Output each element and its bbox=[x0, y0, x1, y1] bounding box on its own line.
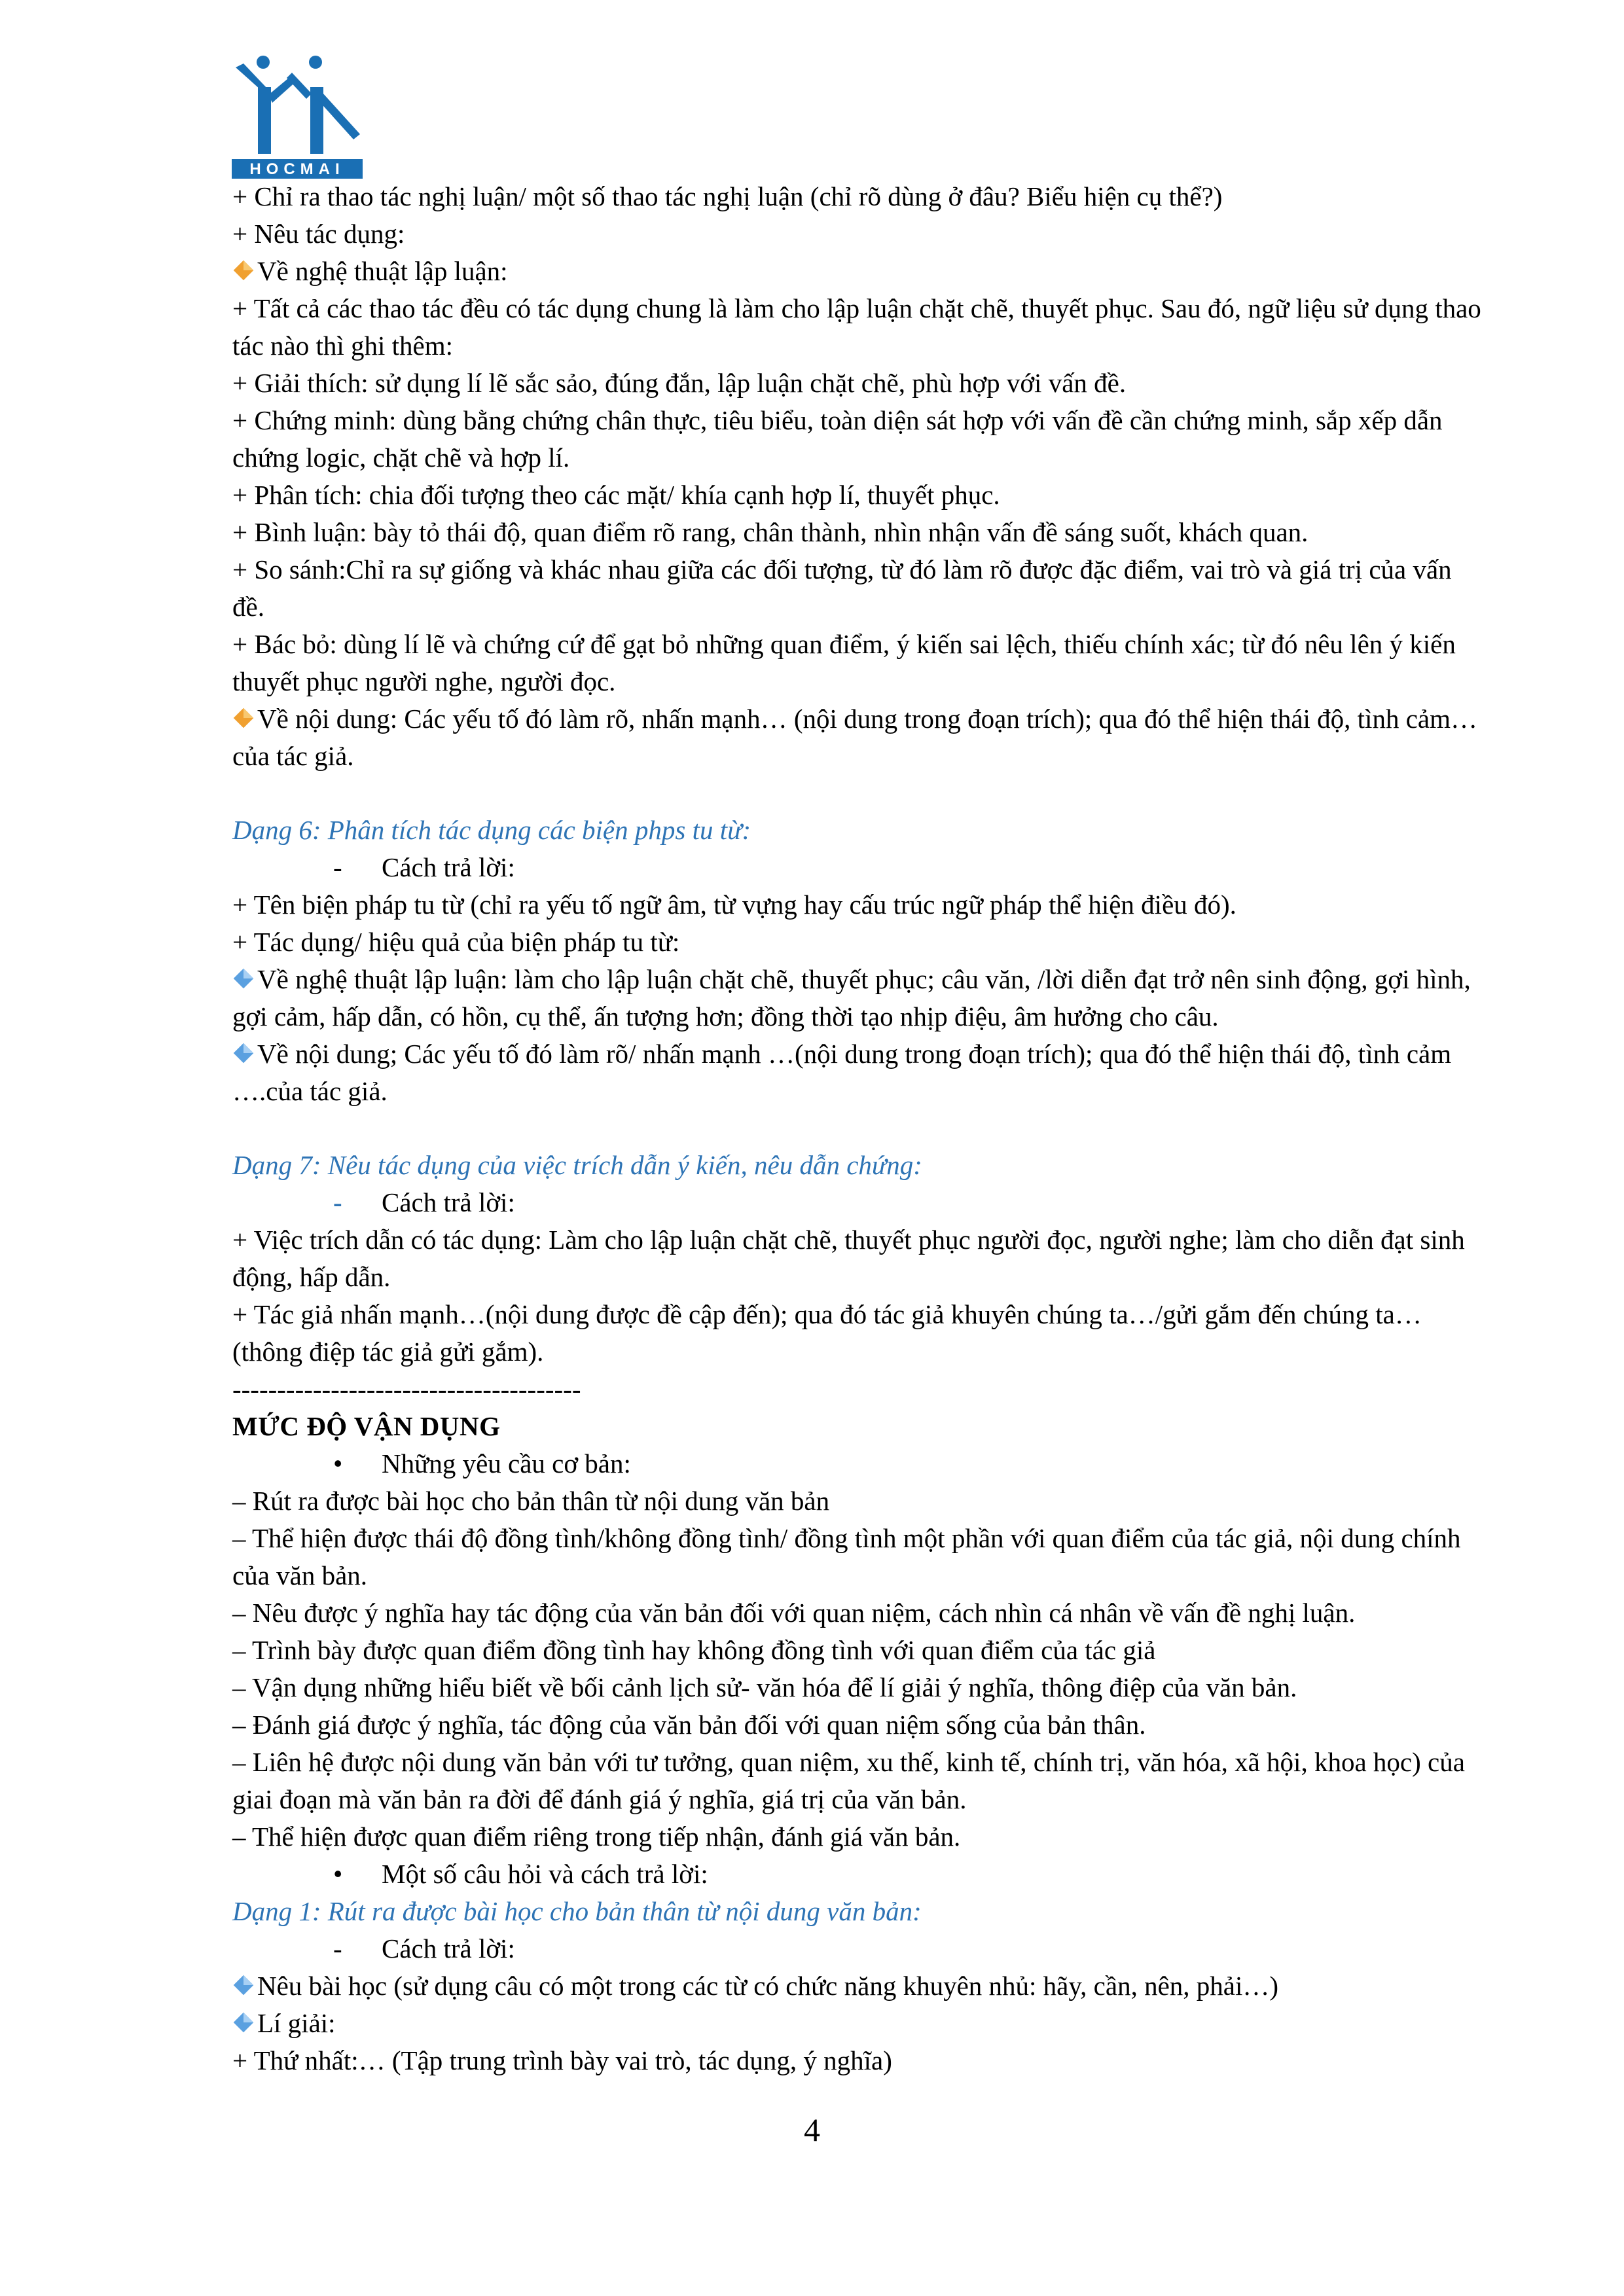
text-line: Về nghệ thuật lập luận: làm cho lập luận chặt chẽ, thuyết phục; câu văn, /lời diễn đạt trở nên sinh động, gợi hình, gợi cảm, hấp dẫn, có hồn, cụ thể, ấn tượng hơn; đồng thời tạo nhịp điệu, âm hưởng cho câu. bbox=[232, 964, 1471, 1031]
content bbox=[232, 178, 1489, 2079]
bullet-icon: • bbox=[333, 1859, 343, 1889]
text-line: + Tên biện pháp tu từ (chỉ ra yếu tố ngữ âm, từ vựng hay cấu trúc ngữ pháp thể hiện điều đó). bbox=[232, 889, 1236, 920]
text-line: + Bình luận: bày tỏ thái độ, quan điểm rõ rang, chân thành, nhìn nhận vấn đề sáng suốt, khách quan. bbox=[232, 517, 1308, 547]
section-heading-6: Dạng 6: Phân tích tác dụng các biện phps tu từ: bbox=[232, 815, 751, 845]
text-line: Về nghệ thuật lập luận: bbox=[232, 253, 1489, 290]
answer-label: - Cách trả lời: bbox=[232, 1930, 1489, 1967]
page-number: 4 bbox=[804, 2111, 820, 2148]
text-line: Về nội dung: Các yếu tố đó làm rõ, nhấn mạnh… (nội dung trong đoạn trích); qua đó thể hiện thái độ, tình cảm…của tác giả. bbox=[232, 704, 1477, 771]
logo-text: HOCMAI bbox=[249, 160, 345, 178]
text-line: + Chứng minh: dùng bằng chứng chân thực, tiêu biểu, toàn diện sát hợp với vấn đề cần chứng minh, sắp xếp dẫn chứng logic, chặt chẽ và hợp lí. bbox=[232, 405, 1443, 473]
text-line: + Tác dụng/ hiệu quả của biện pháp tu từ: bbox=[232, 927, 680, 957]
bullet-item: • Những yêu cầu cơ bản: bbox=[232, 1445, 1489, 1482]
text-line: + So sánh:Chỉ ra sự giống và khác nhau giữa các đối tượng, từ đó làm rõ được đặc điểm, vai trò và giá trị của vấn đề. bbox=[232, 554, 1452, 622]
text-line: + Bác bỏ: dùng lí lẽ và chứng cứ để gạt bỏ những quan điểm, ý kiến sai lệch, thiếu chính xác; từ đó nêu lên ý kiến thuyết phục người nghe, người đọc. bbox=[232, 629, 1456, 696]
dash-marker: - bbox=[333, 1187, 342, 1217]
dash-marker: - bbox=[333, 1933, 342, 1964]
text-line: – Liên hệ được nội dung văn bản với tư tưởng, quan niệm, xu thế, kinh tế, chính trị, văn hóa, xã hội, khoa học) của giai đoạn mà văn bản ra đời để đánh giá ý nghĩa, giá trị của văn bản. bbox=[232, 1747, 1465, 1814]
text-line: – Thể hiện được thái độ đồng tình/không đồng tình/ đồng tình một phần với quan điểm của tác giả, nội dung chính của văn bản. bbox=[232, 1523, 1461, 1590]
blue-diamond-icon bbox=[232, 2011, 255, 2034]
hocmai-logo bbox=[229, 56, 367, 180]
blue-diamond-icon bbox=[232, 1974, 255, 1996]
text-line: – Trình bày được quan điểm đồng tình hay không đồng tình với quan điểm của tác giả bbox=[232, 1635, 1156, 1665]
text-line: – Nêu được ý nghĩa hay tác động của văn bản đối với quan niệm, cách nhìn cá nhân về vấn đề nghị luận. bbox=[232, 1598, 1356, 1628]
text-line: – Đánh giá được ý nghĩa, tác động của văn bản đối với quan niệm sống của bản thân. bbox=[232, 1710, 1146, 1740]
text-line: – Rút ra được bài học cho bản thân từ nội dung văn bản bbox=[232, 1486, 830, 1516]
text-line: + Thứ nhất:… (Tập trung trình bày vai trò, tác dụng, ý nghĩa) bbox=[232, 2045, 892, 2075]
text-line: Lí giải: bbox=[232, 2005, 1489, 2042]
dash-marker: - bbox=[333, 852, 342, 882]
text-line: + Việc trích dẫn có tác dụng: Làm cho lập luận chặt chẽ, thuyết phục người đọc, người nghe; làm cho diễn đạt sinh động, hấp dẫn. bbox=[232, 1225, 1465, 1292]
answer-label: - Cách trả lời: bbox=[232, 1184, 1489, 1221]
separator: --------------------------------------- bbox=[232, 1374, 581, 1404]
blue-diamond-icon bbox=[232, 967, 255, 990]
text-line: – Vận dụng những hiểu biết về bối cảnh lịch sử- văn hóa để lí giải ý nghĩa, thông điệp của văn bản. bbox=[232, 1672, 1297, 1702]
orange-diamond-icon bbox=[232, 259, 255, 281]
blue-diamond-icon bbox=[232, 1042, 255, 1064]
orange-diamond-icon bbox=[232, 707, 255, 729]
text-line: Về nội dung; Các yếu tố đó làm rõ/ nhấn mạnh …(nội dung trong đoạn trích); qua đó thể hiện thái độ, tình cảm ….của tác giả. bbox=[232, 1039, 1452, 1106]
text-line: + Giải thích: sử dụng lí lẽ sắc sảo, đúng đắn, lập luận chặt chẽ, phù hợp với vấn đề. bbox=[232, 368, 1127, 398]
section-heading-7: Dạng 7: Nêu tác dụng của việc trích dẫn ý kiến, nêu dẫn chứng: bbox=[232, 1150, 922, 1180]
text-line: + Tác giả nhấn mạnh…(nội dung được đề cập đến); qua đó tác giả khuyên chúng ta…/gửi gắm đến chúng ta…(thông điệp tác giả gửi gắm). bbox=[232, 1299, 1422, 1367]
text-line: Nêu bài học (sử dụng câu có một trong các từ có chức năng khuyên nhủ: hãy, cần, nên, phải…) bbox=[232, 1967, 1489, 2005]
text-line: + Tất cả các thao tác đều có tác dụng chung là làm cho lập luận chặt chẽ, thuyết phục. Sau đó, ngữ liệu sử dụng thao tác nào thì ghi thêm: bbox=[232, 293, 1481, 361]
section-title: MỨC ĐỘ VẬN DỤNG bbox=[232, 1411, 501, 1441]
text-line: + Phân tích: chia đối tượng theo các mặt/ khía cạnh hợp lí, thuyết phục. bbox=[232, 480, 1000, 510]
text-line: – Thể hiện được quan điểm riêng trong tiếp nhận, đánh giá văn bản. bbox=[232, 1821, 961, 1852]
text-line: + Nêu tác dụng: bbox=[232, 219, 405, 249]
answer-label: - Cách trả lời: bbox=[232, 849, 1489, 886]
bullet-item: • Một số câu hỏi và cách trả lời: bbox=[232, 1856, 1489, 1893]
section-heading-1: Dạng 1: Rút ra được bài học cho bản thân từ nội dung văn bản: bbox=[232, 1896, 922, 1926]
text-line: + Chỉ ra thao tác nghị luận/ một số thao tác nghị luận (chỉ rõ dùng ở đâu? Biểu hiện cụ thể?) bbox=[232, 181, 1223, 211]
bullet-icon: • bbox=[333, 1448, 343, 1479]
